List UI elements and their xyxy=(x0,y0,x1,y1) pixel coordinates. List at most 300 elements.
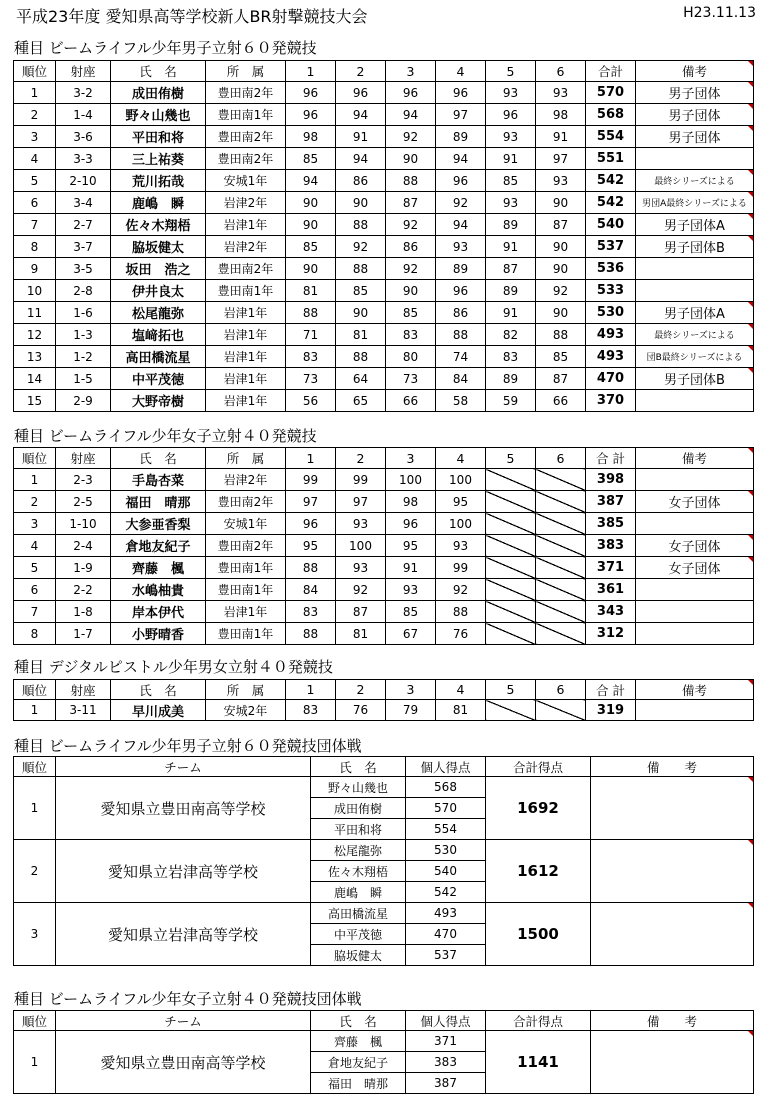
table-row xyxy=(14,324,754,346)
affiliation-cell: 豊田南2年 xyxy=(206,82,286,104)
name-cell: 成田侑樹 xyxy=(111,82,206,104)
table-row xyxy=(14,601,754,623)
total-cell: 361 xyxy=(586,579,636,601)
series-score-cell: 74 xyxy=(436,346,486,368)
series-score-cell: 97 xyxy=(436,104,486,126)
series-score-cell: 67 xyxy=(386,623,436,645)
column-header: 氏 名 xyxy=(111,61,206,82)
column-header: 備考 xyxy=(636,680,754,700)
lane-cell: 3-6 xyxy=(56,126,111,148)
name-cell: 中平茂徳 xyxy=(111,368,206,390)
series-score-cell: 86 xyxy=(436,302,486,324)
series-score-cell: 88 xyxy=(336,258,386,280)
series-score-cell: 90 xyxy=(536,258,586,280)
rank-cell: 2 xyxy=(14,104,56,126)
series-score-cell: 96 xyxy=(286,513,336,535)
note-cell xyxy=(636,258,754,280)
series-score-cell: 89 xyxy=(486,214,536,236)
name-cell: 脇坂健太 xyxy=(111,236,206,258)
column-header: 6 xyxy=(536,680,586,700)
column-header: 順位 xyxy=(14,757,56,777)
column-header: チーム xyxy=(56,757,311,777)
name-cell: 三上祐葵 xyxy=(111,148,206,170)
affiliation-cell: 豊田南2年 xyxy=(206,148,286,170)
rank-cell: 3 xyxy=(14,513,56,535)
column-header: 3 xyxy=(386,448,436,469)
member-score-cell: 530 xyxy=(406,840,486,861)
column-header: 5 xyxy=(486,61,536,82)
series-score-cell: 95 xyxy=(436,491,486,513)
column-header: 氏 名 xyxy=(311,757,406,777)
affiliation-cell: 岩津2年 xyxy=(206,469,286,491)
table-row xyxy=(14,258,754,280)
section-title-men-team: 種目 ビームライフル少年男子立射６０発競技団体戦 xyxy=(14,737,362,755)
team-member-row xyxy=(14,1031,754,1052)
series-score-cell: 92 xyxy=(436,192,486,214)
empty-series-cell xyxy=(486,469,536,491)
column-header: 射座 xyxy=(56,448,111,469)
rank-cell: 11 xyxy=(14,302,56,324)
series-score-cell: 59 xyxy=(486,390,536,412)
team-total-cell: 1141 xyxy=(486,1031,591,1094)
affiliation-cell: 安城2年 xyxy=(206,700,286,721)
column-header: 個人得点 xyxy=(406,757,486,777)
page-date: H23.11.13 xyxy=(683,5,756,21)
lane-cell: 3-7 xyxy=(56,236,111,258)
series-score-cell: 97 xyxy=(336,491,386,513)
series-score-cell: 85 xyxy=(286,148,336,170)
empty-series-cell xyxy=(536,623,586,645)
total-cell: 537 xyxy=(586,236,636,258)
note-cell: 団B最終シリーズによる xyxy=(636,346,754,368)
name-cell: 坂田 浩之 xyxy=(111,258,206,280)
total-cell: 530 xyxy=(586,302,636,324)
team-member-row xyxy=(14,903,754,924)
note-cell xyxy=(636,700,754,721)
series-score-cell: 96 xyxy=(286,104,336,126)
table-header-row xyxy=(14,757,754,777)
empty-series-cell xyxy=(486,579,536,601)
affiliation-cell: 岩津2年 xyxy=(206,192,286,214)
rank-cell: 2 xyxy=(14,491,56,513)
series-score-cell: 88 xyxy=(386,170,436,192)
results-table-women-40 xyxy=(13,447,754,645)
affiliation-cell: 岩津2年 xyxy=(206,236,286,258)
rank-cell: 3 xyxy=(14,126,56,148)
team-rank-cell: 1 xyxy=(14,1031,56,1094)
series-score-cell: 96 xyxy=(336,82,386,104)
series-score-cell: 98 xyxy=(536,104,586,126)
series-score-cell: 100 xyxy=(336,535,386,557)
empty-series-cell xyxy=(536,535,586,557)
series-score-cell: 81 xyxy=(336,623,386,645)
note-cell: 男子団体B xyxy=(636,368,754,390)
series-score-cell: 96 xyxy=(436,280,486,302)
series-score-cell: 89 xyxy=(486,368,536,390)
empty-series-cell xyxy=(486,535,536,557)
team-note-cell xyxy=(591,777,754,840)
series-score-cell: 94 xyxy=(336,104,386,126)
affiliation-cell: 豊田南2年 xyxy=(206,126,286,148)
column-header: 4 xyxy=(436,448,486,469)
series-score-cell: 93 xyxy=(536,82,586,104)
series-score-cell: 98 xyxy=(386,491,436,513)
series-score-cell: 93 xyxy=(486,82,536,104)
team-rank-cell: 2 xyxy=(14,840,56,903)
table-row xyxy=(14,192,754,214)
series-score-cell: 83 xyxy=(486,346,536,368)
column-header: 射座 xyxy=(56,680,111,700)
series-score-cell: 76 xyxy=(336,700,386,721)
series-score-cell: 91 xyxy=(336,126,386,148)
series-score-cell: 65 xyxy=(336,390,386,412)
lane-cell: 2-5 xyxy=(56,491,111,513)
affiliation-cell: 岩津1年 xyxy=(206,324,286,346)
total-cell: 319 xyxy=(586,700,636,721)
affiliation-cell: 安城1年 xyxy=(206,170,286,192)
member-name-cell: 佐々木翔梧 xyxy=(311,861,406,882)
column-header: 2 xyxy=(336,61,386,82)
series-score-cell: 90 xyxy=(536,236,586,258)
lane-cell: 1-6 xyxy=(56,302,111,324)
rank-cell: 5 xyxy=(14,170,56,192)
table-row xyxy=(14,346,754,368)
affiliation-cell: 安城1年 xyxy=(206,513,286,535)
member-score-cell: 540 xyxy=(406,861,486,882)
column-header: 射座 xyxy=(56,61,111,82)
series-score-cell: 87 xyxy=(536,368,586,390)
series-score-cell: 98 xyxy=(286,126,336,148)
column-header: 所 属 xyxy=(206,680,286,700)
total-cell: 533 xyxy=(586,280,636,302)
series-score-cell: 93 xyxy=(386,579,436,601)
rank-cell: 14 xyxy=(14,368,56,390)
affiliation-cell: 豊田南1年 xyxy=(206,623,286,645)
series-score-cell: 73 xyxy=(386,368,436,390)
rank-cell: 1 xyxy=(14,700,56,721)
series-score-cell: 96 xyxy=(286,82,336,104)
series-score-cell: 91 xyxy=(536,126,586,148)
name-cell: 鹿嶋 瞬 xyxy=(111,192,206,214)
rank-cell: 13 xyxy=(14,346,56,368)
empty-series-cell xyxy=(486,491,536,513)
rank-cell: 12 xyxy=(14,324,56,346)
lane-cell: 1-10 xyxy=(56,513,111,535)
series-score-cell: 71 xyxy=(286,324,336,346)
member-score-cell: 537 xyxy=(406,945,486,966)
series-score-cell: 92 xyxy=(386,258,436,280)
total-cell: 493 xyxy=(586,324,636,346)
lane-cell: 1-4 xyxy=(56,104,111,126)
team-note-cell xyxy=(591,840,754,903)
series-score-cell: 90 xyxy=(386,148,436,170)
total-cell: 370 xyxy=(586,390,636,412)
team-name-cell: 愛知県立豊田南高等学校 xyxy=(56,1031,311,1094)
series-score-cell: 86 xyxy=(386,236,436,258)
empty-series-cell xyxy=(536,513,586,535)
series-score-cell: 93 xyxy=(336,513,386,535)
note-cell: 男団A最終シリーズによる xyxy=(636,192,754,214)
series-score-cell: 85 xyxy=(536,346,586,368)
series-score-cell: 93 xyxy=(436,236,486,258)
note-cell xyxy=(636,623,754,645)
note-cell: 女子団体 xyxy=(636,491,754,513)
lane-cell: 2-7 xyxy=(56,214,111,236)
total-cell: 398 xyxy=(586,469,636,491)
series-score-cell: 56 xyxy=(286,390,336,412)
series-score-cell: 90 xyxy=(386,280,436,302)
empty-series-cell xyxy=(486,557,536,579)
team-table-women-40 xyxy=(13,1010,754,1094)
name-cell: 岸本伊代 xyxy=(111,601,206,623)
series-score-cell: 95 xyxy=(386,535,436,557)
series-score-cell: 87 xyxy=(336,601,386,623)
column-header: 2 xyxy=(336,448,386,469)
affiliation-cell: 豊田南2年 xyxy=(206,258,286,280)
series-score-cell: 93 xyxy=(486,192,536,214)
series-score-cell: 99 xyxy=(286,469,336,491)
column-header: 5 xyxy=(486,680,536,700)
member-name-cell: 福田 晴那 xyxy=(311,1073,406,1094)
page-title: 平成23年度 愛知県高等学校新人BR射撃競技大会 xyxy=(16,7,368,26)
column-header: 5 xyxy=(486,448,536,469)
series-score-cell: 91 xyxy=(386,557,436,579)
series-score-cell: 82 xyxy=(486,324,536,346)
empty-series-cell xyxy=(536,700,586,721)
name-cell: 手島杏菜 xyxy=(111,469,206,491)
lane-cell: 2-9 xyxy=(56,390,111,412)
name-cell: 伊井良太 xyxy=(111,280,206,302)
rank-cell: 4 xyxy=(14,148,56,170)
rank-cell: 10 xyxy=(14,280,56,302)
name-cell: 大参亜香梨 xyxy=(111,513,206,535)
note-cell xyxy=(636,513,754,535)
series-score-cell: 93 xyxy=(436,535,486,557)
empty-series-cell xyxy=(536,491,586,513)
series-score-cell: 96 xyxy=(436,82,486,104)
lane-cell: 3-4 xyxy=(56,192,111,214)
lane-cell: 2-8 xyxy=(56,280,111,302)
name-cell: 早川成美 xyxy=(111,700,206,721)
table-row xyxy=(14,126,754,148)
team-table-men-60 xyxy=(13,756,754,966)
column-header: 氏 名 xyxy=(111,448,206,469)
column-header: 備考 xyxy=(636,61,754,82)
column-header: 1 xyxy=(286,448,336,469)
name-cell: 齊藤 楓 xyxy=(111,557,206,579)
series-score-cell: 94 xyxy=(336,148,386,170)
team-member-row xyxy=(14,777,754,798)
lane-cell: 1-7 xyxy=(56,623,111,645)
lane-cell: 1-8 xyxy=(56,601,111,623)
total-cell: 383 xyxy=(586,535,636,557)
lane-cell: 1-5 xyxy=(56,368,111,390)
series-score-cell: 83 xyxy=(286,700,336,721)
total-cell: 542 xyxy=(586,192,636,214)
total-cell: 554 xyxy=(586,126,636,148)
table-row xyxy=(14,469,754,491)
column-header: 3 xyxy=(386,61,436,82)
note-cell: 男子団体A xyxy=(636,302,754,324)
series-score-cell: 87 xyxy=(386,192,436,214)
total-cell: 385 xyxy=(586,513,636,535)
series-score-cell: 94 xyxy=(386,104,436,126)
series-score-cell: 86 xyxy=(336,170,386,192)
lane-cell: 2-4 xyxy=(56,535,111,557)
table-row xyxy=(14,535,754,557)
member-score-cell: 387 xyxy=(406,1073,486,1094)
series-score-cell: 85 xyxy=(286,236,336,258)
total-cell: 343 xyxy=(586,601,636,623)
series-score-cell: 87 xyxy=(486,258,536,280)
member-name-cell: 平田和将 xyxy=(311,819,406,840)
series-score-cell: 85 xyxy=(386,601,436,623)
name-cell: 松尾龍弥 xyxy=(111,302,206,324)
column-header: 2 xyxy=(336,680,386,700)
member-name-cell: 松尾龍弥 xyxy=(311,840,406,861)
member-name-cell: 高田橋流星 xyxy=(311,903,406,924)
name-cell: 大野帝樹 xyxy=(111,390,206,412)
affiliation-cell: 岩津1年 xyxy=(206,346,286,368)
series-score-cell: 97 xyxy=(536,148,586,170)
member-score-cell: 493 xyxy=(406,903,486,924)
table-row xyxy=(14,170,754,192)
series-score-cell: 90 xyxy=(536,302,586,324)
series-score-cell: 88 xyxy=(436,324,486,346)
section-title-women-40: 種目 ビームライフル少年女子立射４０発競技 xyxy=(14,427,317,445)
rank-cell: 1 xyxy=(14,469,56,491)
member-name-cell: 野々山幾也 xyxy=(311,777,406,798)
series-score-cell: 92 xyxy=(336,236,386,258)
name-cell: 荒川拓哉 xyxy=(111,170,206,192)
empty-series-cell xyxy=(486,623,536,645)
section-title-women-team: 種目 ビームライフル少年女子立射４０発競技団体戦 xyxy=(14,990,362,1008)
lane-cell: 2-3 xyxy=(56,469,111,491)
series-score-cell: 90 xyxy=(286,214,336,236)
name-cell: 高田橋流星 xyxy=(111,346,206,368)
lane-cell: 3-3 xyxy=(56,148,111,170)
table-row xyxy=(14,557,754,579)
column-header: 1 xyxy=(286,680,336,700)
total-cell: 568 xyxy=(586,104,636,126)
column-header: 3 xyxy=(386,680,436,700)
series-score-cell: 58 xyxy=(436,390,486,412)
team-name-cell: 愛知県立岩津高等学校 xyxy=(56,903,311,966)
lane-cell: 2-2 xyxy=(56,579,111,601)
series-score-cell: 80 xyxy=(386,346,436,368)
affiliation-cell: 岩津1年 xyxy=(206,601,286,623)
column-header: 備考 xyxy=(636,448,754,469)
rank-cell: 1 xyxy=(14,82,56,104)
team-total-cell: 1692 xyxy=(486,777,591,840)
series-score-cell: 90 xyxy=(536,192,586,214)
series-score-cell: 88 xyxy=(286,557,336,579)
series-score-cell: 88 xyxy=(286,302,336,324)
table-row xyxy=(14,700,754,721)
series-score-cell: 92 xyxy=(536,280,586,302)
table-header-row xyxy=(14,680,754,700)
empty-series-cell xyxy=(486,700,536,721)
series-score-cell: 88 xyxy=(436,601,486,623)
member-score-cell: 470 xyxy=(406,924,486,945)
series-score-cell: 83 xyxy=(286,346,336,368)
series-score-cell: 89 xyxy=(486,280,536,302)
table-row xyxy=(14,579,754,601)
affiliation-cell: 豊田南1年 xyxy=(206,280,286,302)
lane-cell: 1-2 xyxy=(56,346,111,368)
series-score-cell: 93 xyxy=(536,170,586,192)
series-score-cell: 100 xyxy=(436,513,486,535)
section-title-men-60: 種目 ビームライフル少年男子立射６０発競技 xyxy=(14,39,317,57)
series-score-cell: 83 xyxy=(286,601,336,623)
column-header: 合計 xyxy=(586,61,636,82)
series-score-cell: 92 xyxy=(386,214,436,236)
note-cell: 男子団体A xyxy=(636,214,754,236)
rank-cell: 9 xyxy=(14,258,56,280)
lane-cell: 1-3 xyxy=(56,324,111,346)
total-cell: 542 xyxy=(586,170,636,192)
series-score-cell: 85 xyxy=(486,170,536,192)
column-header: 氏 名 xyxy=(311,1011,406,1031)
series-score-cell: 88 xyxy=(336,214,386,236)
member-name-cell: 成田侑樹 xyxy=(311,798,406,819)
table-row xyxy=(14,623,754,645)
team-total-cell: 1612 xyxy=(486,840,591,903)
member-score-cell: 554 xyxy=(406,819,486,840)
series-score-cell: 100 xyxy=(386,469,436,491)
note-cell: 最終シリーズによる xyxy=(636,324,754,346)
member-name-cell: 倉地友紀子 xyxy=(311,1052,406,1073)
lane-cell: 1-9 xyxy=(56,557,111,579)
column-header: 順位 xyxy=(14,448,56,469)
series-score-cell: 83 xyxy=(386,324,436,346)
team-name-cell: 愛知県立豊田南高等学校 xyxy=(56,777,311,840)
column-header: チーム xyxy=(56,1011,311,1031)
series-score-cell: 76 xyxy=(436,623,486,645)
team-note-cell xyxy=(591,1031,754,1094)
series-score-cell: 90 xyxy=(336,302,386,324)
table-row xyxy=(14,236,754,258)
note-cell xyxy=(636,280,754,302)
team-name-cell: 愛知県立岩津高等学校 xyxy=(56,840,311,903)
note-cell: 男子団体B xyxy=(636,236,754,258)
name-cell: 佐々木翔梧 xyxy=(111,214,206,236)
team-note-cell xyxy=(591,903,754,966)
column-header: 氏 名 xyxy=(111,680,206,700)
column-header: 所 属 xyxy=(206,448,286,469)
series-score-cell: 85 xyxy=(386,302,436,324)
team-rank-cell: 3 xyxy=(14,903,56,966)
total-cell: 470 xyxy=(586,368,636,390)
series-score-cell: 93 xyxy=(486,126,536,148)
rank-cell: 8 xyxy=(14,236,56,258)
series-score-cell: 87 xyxy=(536,214,586,236)
series-score-cell: 92 xyxy=(386,126,436,148)
lane-cell: 3-11 xyxy=(56,700,111,721)
affiliation-cell: 豊田南1年 xyxy=(206,104,286,126)
series-score-cell: 89 xyxy=(436,126,486,148)
total-cell: 551 xyxy=(586,148,636,170)
table-header-row xyxy=(14,61,754,82)
total-cell: 493 xyxy=(586,346,636,368)
table-row xyxy=(14,280,754,302)
empty-series-cell xyxy=(486,601,536,623)
member-name-cell: 齊藤 楓 xyxy=(311,1031,406,1052)
column-header: 6 xyxy=(536,448,586,469)
series-score-cell: 81 xyxy=(286,280,336,302)
rank-cell: 7 xyxy=(14,214,56,236)
name-cell: 塩﨑拓也 xyxy=(111,324,206,346)
